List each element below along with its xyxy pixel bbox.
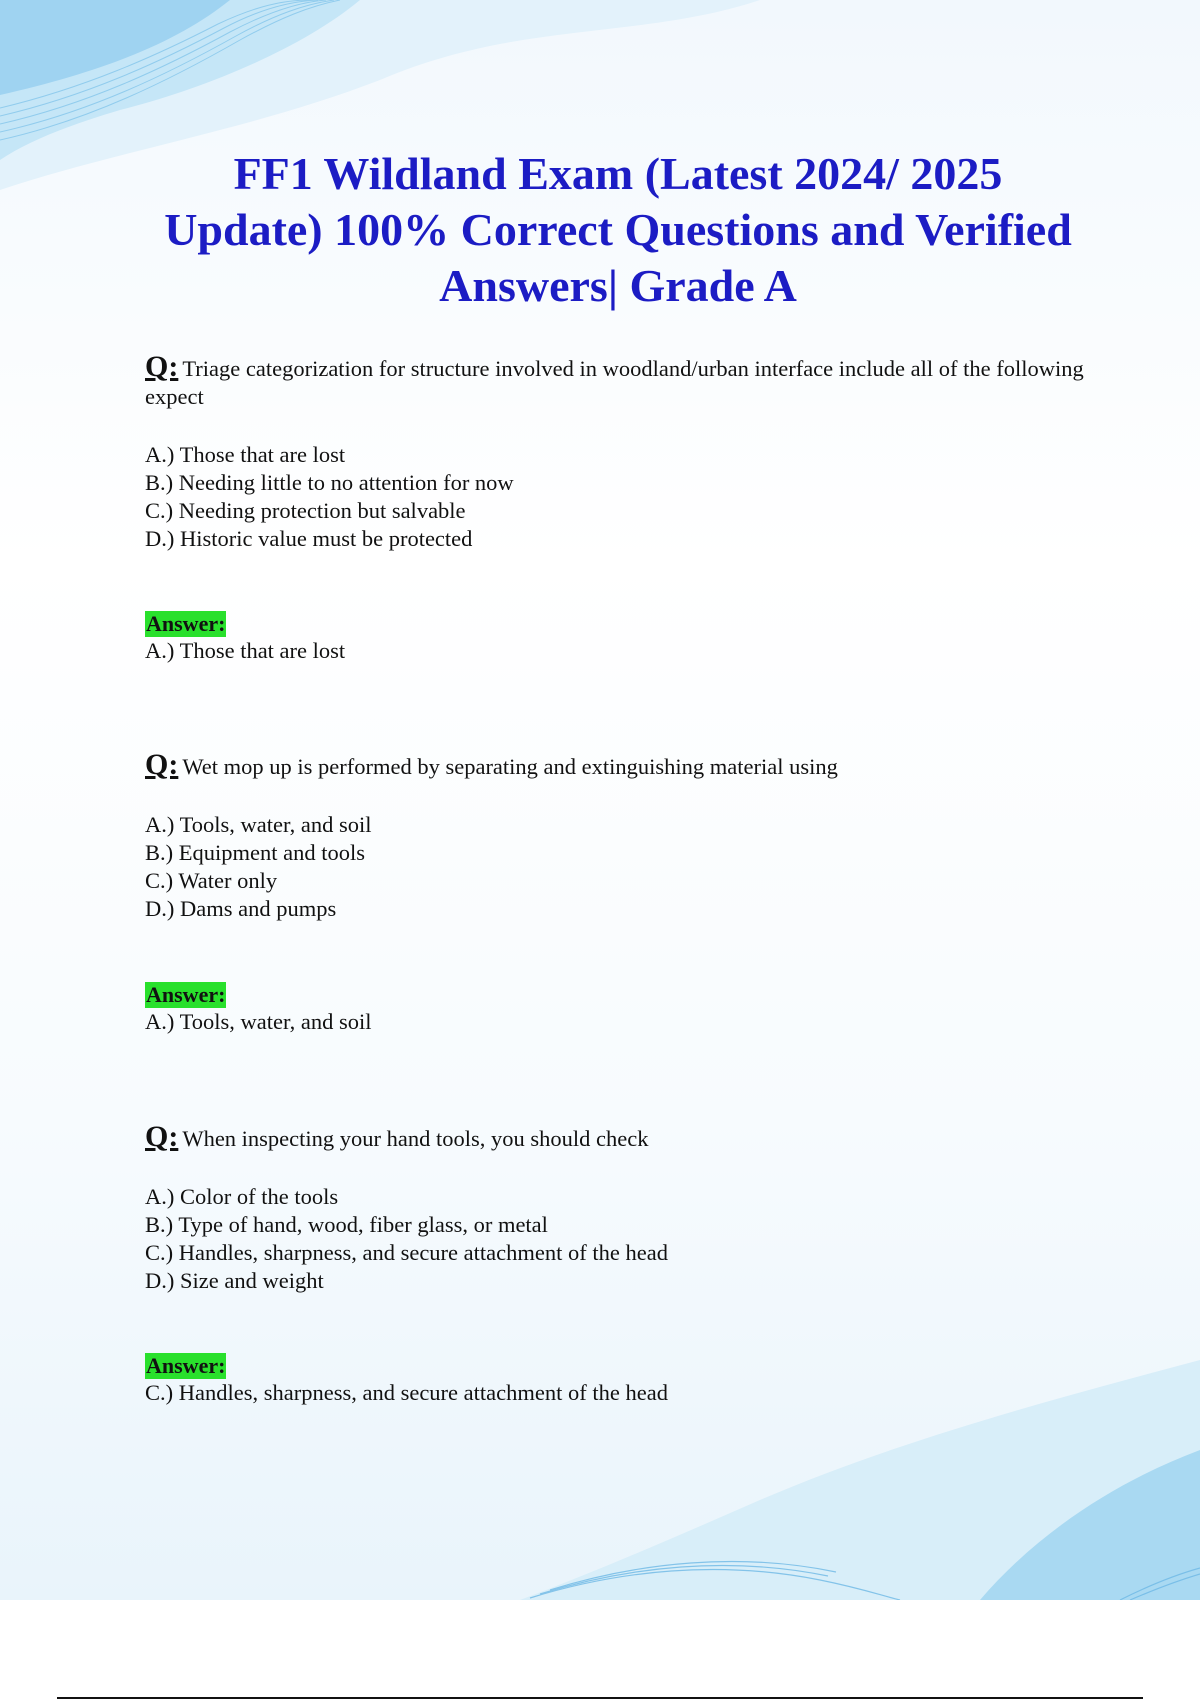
option-b: B.) Type of hand, wood, fiber glass, or metal xyxy=(145,1212,548,1237)
answer-block-2 xyxy=(145,982,1045,1036)
question-text: Wet mop up is performed by separating and extinguishing material using xyxy=(182,754,838,779)
option-d: D.) Historic value must be protected xyxy=(145,526,473,551)
option-d: D.) Size and weight xyxy=(145,1268,324,1293)
options-list xyxy=(145,811,1085,923)
option-a: A.) Tools, water, and soil xyxy=(145,812,372,837)
question-1 xyxy=(145,350,1085,411)
option-c: C.) Handles, sharpness, and secure attachment of the head xyxy=(145,1240,668,1265)
question-marker: Q: xyxy=(145,748,179,781)
footer-divider xyxy=(57,1697,1143,1699)
answer-label: Answer: xyxy=(146,982,226,1007)
options-list xyxy=(145,441,1085,553)
question-marker: Q: xyxy=(145,350,179,383)
option-c: C.) Needing protection but salvable xyxy=(145,498,466,523)
option-a: A.) Color of the tools xyxy=(145,1184,339,1209)
answer-text: A.) Tools, water, and soil xyxy=(145,1009,372,1034)
options-list xyxy=(145,1183,1085,1295)
option-d: D.) Dams and pumps xyxy=(145,896,337,921)
answer-block-1 xyxy=(145,611,1045,665)
answer-text: A.) Those that are lost xyxy=(145,638,346,663)
question-text: When inspecting your hand tools, you should check xyxy=(182,1126,649,1151)
option-b: B.) Needing little to no attention for now xyxy=(145,470,514,495)
answer-block-3 xyxy=(145,1353,1045,1407)
option-b: B.) Equipment and tools xyxy=(145,840,365,865)
answer-label: Answer: xyxy=(146,611,226,636)
question-block-1 xyxy=(145,350,1085,553)
question-text: Triage categorization for structure involved in woodland/urban interface include all of the following expect xyxy=(145,356,1084,409)
question-2 xyxy=(145,748,1085,781)
question-block-2 xyxy=(145,748,1085,923)
option-a: A.) Those that are lost xyxy=(145,442,346,467)
question-block-3 xyxy=(145,1120,1085,1295)
option-c: C.) Water only xyxy=(145,868,278,893)
answer-label: Answer: xyxy=(146,1353,226,1378)
question-3 xyxy=(145,1120,1085,1153)
question-marker: Q: xyxy=(145,1120,179,1153)
answer-text: C.) Handles, sharpness, and secure attachment of the head xyxy=(145,1380,668,1405)
document-title: FF1 Wildland Exam (Latest 2024/ 2025 Update) 100% Correct Questions and Verified Answers| Grade A xyxy=(164,148,1072,311)
